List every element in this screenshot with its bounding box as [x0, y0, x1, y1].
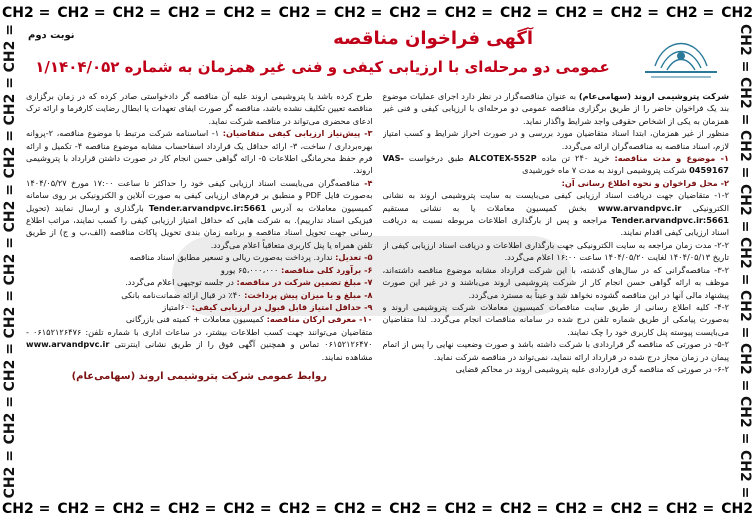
body-text: بارگذاری و ارسال نمایند (تحویل فیزیکی اسناد ندارییم). به شرکت هایی که حداقل امتیاز ارزیابی کیفی را کسب نمایند، مراتب اطلاع رسانی جهت تحویل اسناد مناقصه و برنامه زمان بندی تحویل پاکات مناقصه (الف،ب و ج) از طریق تلفن همراه یا پنل کاربری متعاقباً اعلام می‌گردد.	[26, 202, 373, 250]
code-or-link[interactable]: VAS-0459167	[382, 153, 729, 176]
border-token: CH2 =	[2, 449, 18, 498]
body-text: ۱-۲- متقاضیان جهت دریافت اسناد ارزیابی کیفی می‌بایست به سایت پتروشیمی اروند به نشانی الکترونیکی	[382, 190, 729, 213]
border-token: CH2 =	[737, 77, 753, 126]
border-token: CH2 =	[444, 501, 493, 517]
body-text: طبق درخواست	[403, 153, 469, 164]
border-token: CH2 =	[57, 5, 106, 21]
section-heading: ۱- موضوع و مدت مناقصه:	[614, 153, 729, 164]
body-text: ۶۵،۰۰۰،۰۰۰ یورو	[220, 264, 282, 275]
ad-paragraph	[383, 338, 730, 363]
border-token: CH2 =	[112, 501, 161, 517]
ad-header	[22, 26, 733, 86]
border-token: CH2 =	[665, 501, 715, 517]
body-text: ندارد. پرداخت به‌صورت ریالی و تسعیر مطابق اسناد مناقصه	[129, 252, 336, 263]
company-logo	[635, 26, 727, 84]
ad-body	[26, 90, 729, 496]
border-token: CH2 =	[737, 183, 753, 232]
left-column	[26, 90, 373, 496]
border-token: CH2 =	[2, 24, 18, 73]
border-token: CH2 =	[499, 501, 549, 517]
body-text: ۲-۲- مدت زمان مراجعه به سایت الکترونیکی جهت بارگذاری اطلاعات و دریافت اسناد ارزیابی کیفی از تاریخ ۱۴۰۴/۰۵/۱۳ لغایت ۱۴۰۴/۰۵/۲۰ ساعت ۱۶:۰۰ اعلام می‌گردد.	[382, 239, 729, 263]
border-token: CH2 =	[737, 290, 753, 339]
border-token: CH2 =	[499, 5, 549, 21]
border-token: CH2 =	[555, 5, 604, 21]
code-or-link[interactable]: Tender.arvandpvc.ir:5661	[611, 215, 729, 226]
border-token: CH2 =	[2, 290, 18, 339]
border-token: CH2 =	[665, 5, 715, 21]
body-text: ۱- اساسنامه شرکت مرتبط با موضوع مناقصه، ۲-پروانه بهره‌برداری / ساخت، ۳- ارائه حداقل یک قرارداد اسفاحساب مشابه موضوع مناقصه ۴- تکمیل و ارائه فرم حفظ محرمانگی اطلاعات ۵- ارائه گواهی حسن انجام کار در صورت داشتن قرارداد با پتروشیمی اروند.	[26, 128, 373, 176]
ad-content	[22, 26, 733, 496]
section-heading: ۳- پیش‌نیاز ارزیابی کیفی متقاضیان:	[222, 128, 373, 139]
code-or-link[interactable]: ALCOTEX-552P	[468, 153, 537, 164]
section-heading: ۹- حداقل امتیاز قابل قبول در ارزیابی کیفی:	[191, 301, 373, 312]
ad-paragraph	[26, 251, 373, 263]
body-text: ۶-۲- در صورتی که مناقصه گری قراردادی علیه پتروشیمی اروند در محاکم قضایی	[455, 363, 729, 374]
border-token: CH2 =	[57, 501, 106, 517]
ad-paragraph	[383, 189, 730, 239]
ad-paragraph	[26, 264, 373, 276]
border-token: CH2	[721, 5, 753, 21]
section-heading: ۲- محل فراخوان و نحوه اطلاع رسانی آن:	[561, 177, 729, 188]
ad-paragraph	[383, 152, 730, 177]
ad-paragraph	[383, 127, 730, 152]
ad-subtitle: عمومی دو مرحله‌ای با ارزیابی کیفی و فنی غیر همزمان به شماره ۱/۱۴۰۴/۰۵۲	[35, 58, 610, 76]
body-text: بخش کمیسیون معاملات یا به نشانی مستقیم	[382, 202, 598, 213]
border-left	[0, 24, 20, 498]
public-relations-signature: روابط عمومی شرکت پتروشیمی اروند (سهامی‌عام)	[71, 370, 327, 382]
section-heading: ۵- تعدیل:	[335, 252, 373, 263]
border-token: CH2 =	[2, 501, 51, 517]
ad-paragraph	[383, 177, 730, 189]
body-text: ۴-۲- کلیه اطلاع رسانی از طریق سایت مناقصات کمیسیون معاملات شرکت پتروشیمی اروند و به‌صورت پیامکی از طریق شماره تلفن درج شده در سامانه مناقصات انجام می‌گردد. لذا متقاضیان می‌بایست پیوسته پنل کاربری خود را چک نمایند.	[382, 301, 729, 337]
body-text: ۴۰٪ در قبال ارائه ضمانت‌نامه بانکی	[121, 289, 245, 300]
border-token: CH2 =	[2, 77, 18, 126]
border-token: CH2 =	[333, 5, 383, 21]
border-token: CH2 =	[737, 396, 753, 445]
body-text: متقاضیان می‌توانند جهت کسب اطلاعات بیشتر، در ساعات اداری با شماره تلفن: ۰۶۱۵۲۱۲۶۴۷۶ - ۰۶۱۵۲۱۲۶۴۷۰ تماس و همچنین آگهی فوق را از طریق نشانی اینترنتی	[26, 326, 373, 350]
body-text: به عنوان مناقصه‌گزار در نظر دارد اجرای عملیات موضوع بند یک فراخوان حاضر را از طریق برگزاری مناقصه عمومی دو مرحله‌ای با ارزیابی کیفی و فنی غیر همزمان به یکی از اشخاص حقوقی واجد شرایط واگذار نماید.	[382, 91, 729, 126]
border-token: CH2 =	[389, 501, 438, 517]
border-token: CH2 =	[610, 5, 659, 21]
ad-paragraph	[383, 301, 730, 338]
body-text: مناقصه‌گران می‌بایست اسناد ارزیابی کیفی خود را حداکثر تا ساعت ۱۷:۰۰ مورخ ۱۴۰۴/۰۵/۲۷ به‌صورت فایل PDF و منطبق بر فرم‌های ارزیابی کیفی به صورت آنلاین و الکترونیکی بر روی سامانه کمیسیون معاملات به آدرس	[26, 177, 373, 213]
body-text: مشاهده نمایند.	[321, 351, 373, 362]
ad-paragraph	[383, 363, 730, 375]
code-or-link[interactable]: Tender.arvandpvc.ir:5661	[148, 202, 267, 213]
ad-paragraph	[26, 90, 373, 127]
ad-paragraph	[26, 127, 373, 177]
code-or-link[interactable]: www.arvandpvc.ir	[26, 339, 110, 350]
border-token: CH2 =	[737, 236, 753, 286]
border-token: CH2 =	[278, 5, 327, 21]
border-token: CH2 =	[2, 236, 18, 286]
section-heading: ۴-	[359, 177, 373, 188]
border-token: CH2 =	[333, 501, 383, 517]
body-text: کمیسیون معاملات + کمیته فنی بازرگانی	[125, 314, 267, 325]
ad-paragraph	[26, 326, 373, 363]
ad-paragraph	[26, 313, 373, 325]
border-token: CH2 =	[2, 130, 18, 179]
body-text: در جلسه توجیهی اعلام می‌گردد.	[125, 277, 237, 288]
border-token: CH2 =	[112, 5, 161, 21]
ad-paragraph	[26, 301, 373, 313]
border-token: CH2 =	[2, 5, 51, 21]
border-token: CH2	[721, 501, 753, 517]
border-token: CH2 =	[2, 343, 18, 392]
border-token: CH2 =	[737, 130, 753, 179]
border-token: CH2 =	[2, 183, 18, 232]
section-heading: ۱۰- معرفی ارکان مناقصه:	[266, 314, 373, 325]
company-name: شرکت پتروشیمی اروند (سهامی‌عام)	[578, 91, 729, 101]
border-bottom	[0, 498, 755, 520]
ad-paragraph	[26, 177, 373, 251]
body-text: ۵-۲- در صورتی که مناقصه گر قراردادی با شرکت داشته باشد و صورت وضعیت نهایی را پس از اتمام پیمان در زمان مجاز درج شده در قرارداد ارائه ننماید، نمی‌تواند در مناقصه شرکت نماید.	[382, 339, 729, 362]
body-text: ۶۰امتیاز	[162, 301, 192, 312]
border-token: CH2 =	[2, 396, 18, 445]
border-right	[735, 24, 755, 498]
turn-label: نوبت دوم	[28, 30, 75, 41]
section-heading: ۷- مبلغ تضمین شرکت در مناقصه:	[236, 277, 373, 288]
code-or-link[interactable]: www.arvandpvc.ir	[597, 202, 682, 213]
ad-paragraph	[383, 239, 730, 264]
section-heading: ۶- برآورد کلی مناقصه:	[281, 264, 373, 275]
border-token: CH2 =	[737, 343, 753, 392]
right-column	[383, 90, 730, 496]
body-text: خرید ۲۴۰ تن ماده	[536, 153, 615, 164]
ad-paragraph	[26, 276, 373, 288]
border-token: CH2 =	[389, 5, 438, 21]
body-text: شرکت پتروشیمی اروند به مدت ۷ ماه خورشیدی	[522, 165, 690, 176]
border-token: CH2 =	[737, 449, 753, 498]
border-token: CH2 =	[278, 501, 327, 517]
body-text: منظور از غیر همزمان، ابتدا اسناد متقاضیان مورد بررسی و در صورت احراز شرایط و کسب امتیاز لازم، اسناد مناقصه به مناقصه‌گران ارائه می‌گردد.	[382, 128, 729, 151]
body-text: مراجعه و پس از بارگذاری اطلاعات مربوطه نسبت به دریافت اسناد ارزیابی کیفی اقدام نمایند.	[382, 215, 729, 238]
border-top	[0, 2, 755, 24]
ad-paragraph	[383, 264, 730, 301]
border-token: CH2 =	[444, 5, 493, 21]
border-token: CH2 =	[167, 5, 217, 21]
border-token: CH2 =	[223, 5, 272, 21]
border-token: CH2 =	[167, 501, 217, 517]
border-token: CH2 =	[610, 501, 659, 517]
border-token: CH2 =	[737, 24, 753, 73]
section-heading: ۸- مبلغ و یا میزان پیش پرداخت:	[244, 289, 373, 300]
body-text: ۳-۲- مناقصه‌گرانی که در سال‌های گذشته، با این شرکت قرارداد مشابه موضوع مناقصه داشته‌اند، موظف به ارائه گواهی حسن انجام کار از شرکت پتروشیمی اروند می‌باشند و در غیر این صورت پیشنهاد مالی آنها در این مناقصه گشوده نخواهد شد و عیناً به مسترد می‌گردد.	[382, 264, 729, 300]
body-text: طرح کرده باشد یا پتروشیمی اروند علیه آن مناقصه گر دادخواستی صادر کرده که در زمان برگزاری مناقصه تعیین تکلیف نشده باشد، مناقصه گر صورت ایفای تعهدات یا ابطال رضایت کارفرما و ارائه ترک ادعای محضری می‌تواند در مناقصه شرکت نماید.	[26, 91, 373, 126]
ad-paragraph	[26, 289, 373, 301]
border-token: CH2 =	[555, 501, 604, 517]
ad-title: آگهی فراخوان مناقصه	[333, 28, 533, 49]
ad-paragraph	[383, 90, 730, 127]
border-token: CH2 =	[223, 501, 272, 517]
